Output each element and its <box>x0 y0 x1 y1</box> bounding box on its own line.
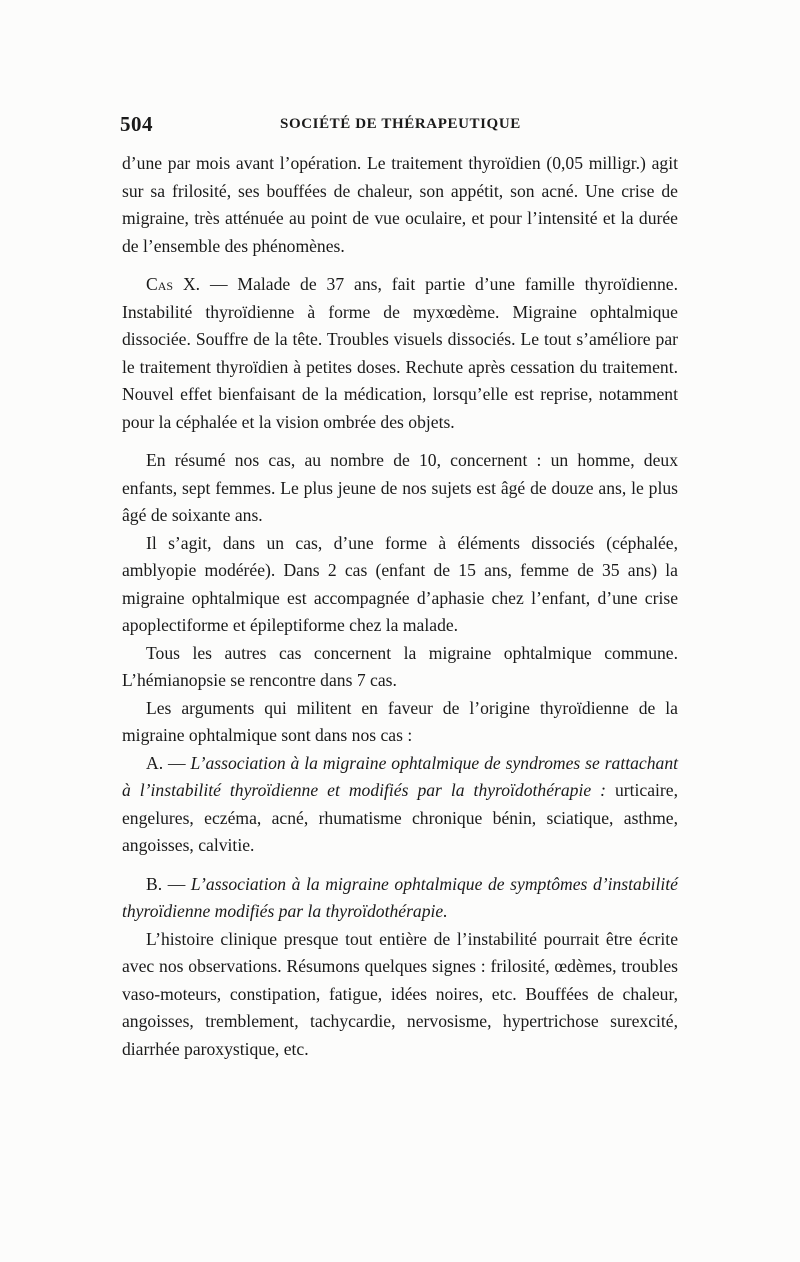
paragraph-common-cases: Tous les autres cas concernent la migraine ophtalmique commune. L’hémianopsie se rencontre dans 7 cas. <box>122 642 678 690</box>
running-title: SOCIÉTÉ DE THÉRAPEUTIQUE <box>280 116 521 132</box>
paragraph-summary: En résumé nos cas, au nombre de 10, concernent : un homme, deux enfants, sept femmes. Le plus jeune de nos sujets est âgé de douze ans, le plus âgé de soixante ans. <box>122 450 678 525</box>
argument-a-text: urticaire, engelures, eczéma, acné, rhumatisme chronique bénin, sciatique, asthme, angoisses, calvitie. <box>122 780 678 855</box>
case-label: Cas X. <box>146 274 201 294</box>
paragraph-case-x <box>122 271 678 436</box>
argument-a-italic: L’association à la migraine ophtalmique de syndromes se rattachant à l’instabilité thyroïdienne et modifiés par la thyroïdothérapie : <box>122 752 679 800</box>
argument-a-label: A. — <box>146 752 191 773</box>
paragraph-clinical-history: L’histoire clinique presque tout entière de l’instabilité pourrait être écrite avec nos observations. Résumons quelques signes : frilosité, œdèmes, troubles vaso-moteurs, constipation, fatigue, idées noires, etc. Bouffées de chaleur, angoisses, tremblement, tachycardie, nervosisme, hypertrichose surexcité, diarrhée paroxystique, etc. <box>122 928 678 1059</box>
argument-b-label: B. — <box>146 873 191 894</box>
paragraph-continuation: d’une par mois avant l’opération. Le traitement thyroïdien (0,05 milligr.) agit sur sa frilosité, ses bouffées de chaleur, son appétit, son acné. Une crise de migraine, très atténuée au point de vue oculaire, et pour l’intensité et la durée de l’ensemble des phénomènes. <box>122 153 678 256</box>
paragraph-forms: Il s’agit, dans un cas, d’une forme à éléments dissociés (céphalée, amblyopie modérée). Dans 2 cas (enfant de 15 ans, femme de 35 ans) la migraine ophtalmique est accompagnée d’aphasie chez l’enfant, d’une crise apoplectiforme et épileptiforme chez la malade. <box>122 532 678 635</box>
page-header <box>120 112 678 142</box>
paragraph-argument-a <box>122 750 678 860</box>
paragraph-arguments: Les arguments qui militent en faveur de l’origine thyroïdienne de la migraine ophtalmique sont dans nos cas : <box>122 697 678 745</box>
argument-b-italic: L’association à la migraine ophtalmique de symptômes d’instabilité thyroïdienne modifiés par la thyroïdothérapie. <box>122 873 678 921</box>
case-text: — Malade de 37 ans, fait partie d’une famille thyroïdienne. Instabilité thyroïdienne à forme de myxœdème. Migraine ophtalmique dissociée. Souffre de la tête. Troubles visuels dissociés. Le tout s’améliore par le traitement thyroïdien à petites doses. Rechute après cessation du traitement. Nouvel effet bienfaisant de la médication, lorsqu’elle est reprise, notamment pour la céphalée et la vision ombrée des objets. <box>122 274 678 432</box>
page-number: 504 <box>120 112 153 136</box>
body-text <box>122 150 678 1063</box>
paragraph-argument-b <box>122 871 678 926</box>
